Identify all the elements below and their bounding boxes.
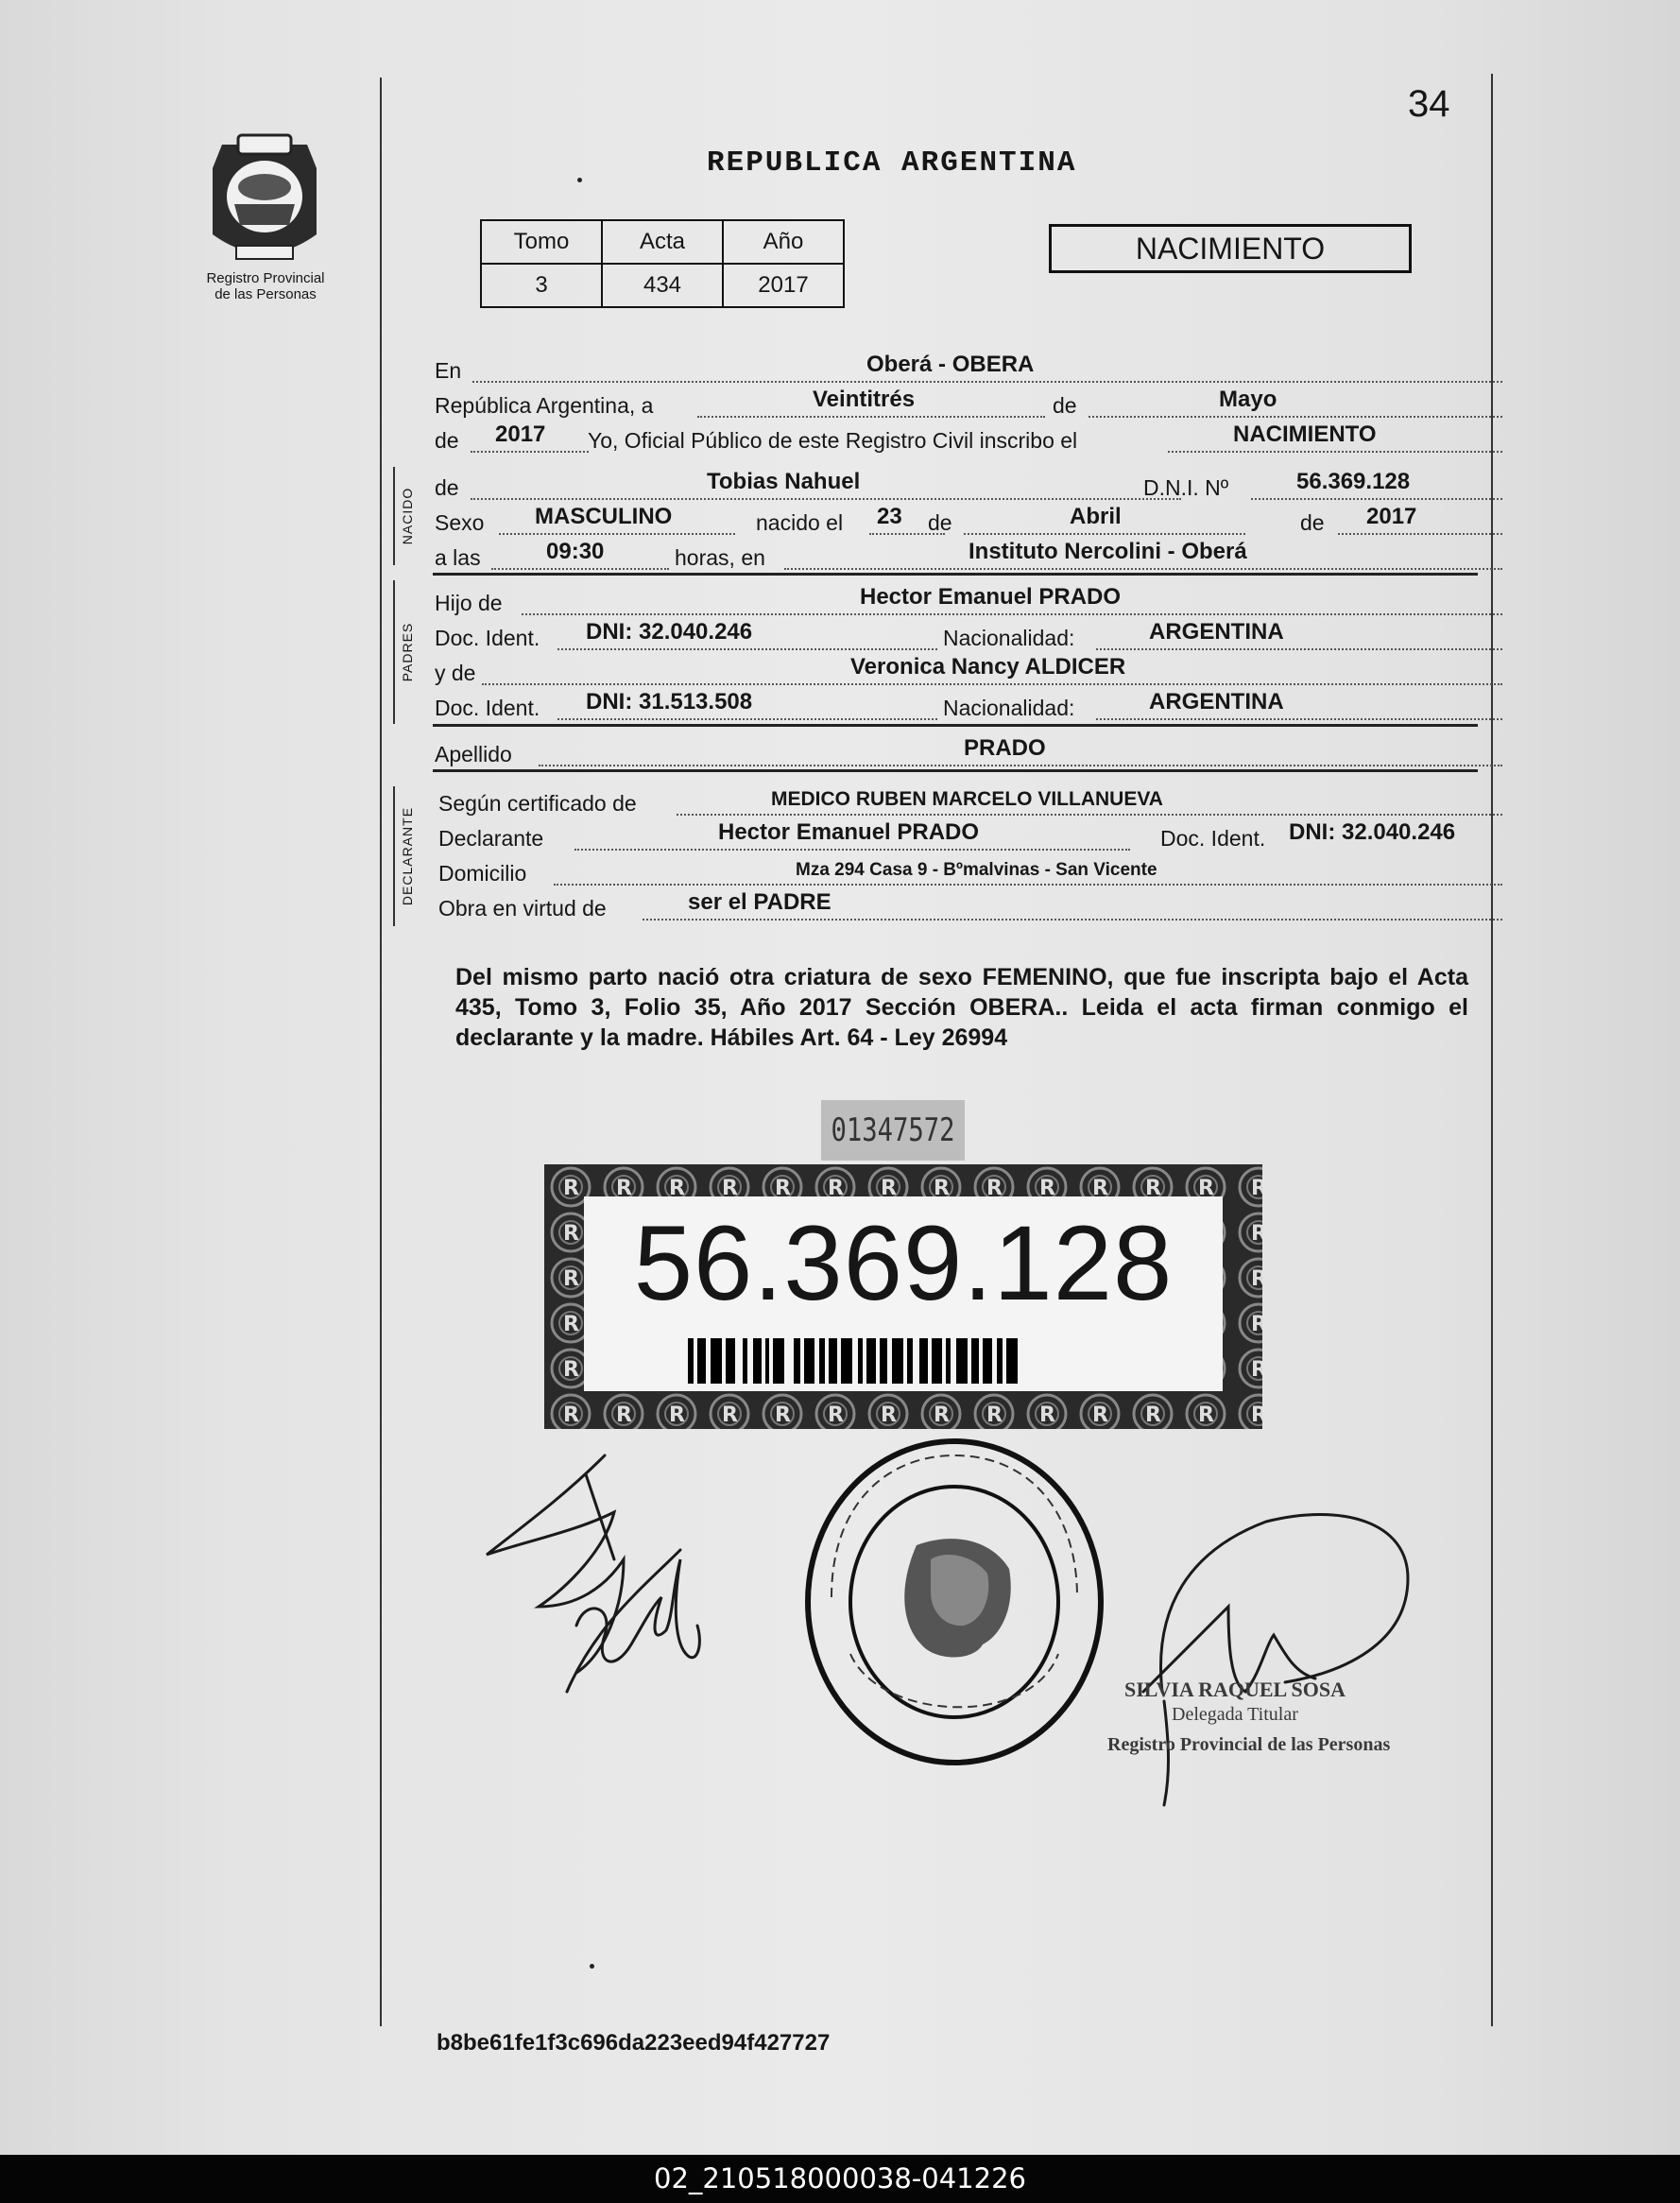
act-type-box: NACIMIENTO — [1049, 224, 1412, 273]
official-name-stamp — [1107, 1678, 1390, 1755]
sticker-number: 56.369.128 — [633, 1204, 1174, 1322]
registry-name-line1: Registro Provincial — [206, 270, 325, 286]
birth-place: Instituto Nercolini - Oberá — [969, 539, 1247, 564]
birth-month: Abril — [1070, 504, 1122, 529]
anio-header: Año — [723, 220, 844, 264]
section-label: NACIDO — [400, 487, 415, 545]
apellido-label: Apellido — [435, 742, 512, 766]
apellido-value: PRADO — [964, 735, 1046, 761]
sexo-label: Sexo — [435, 510, 485, 535]
birth-time: 09:30 — [546, 539, 605, 564]
mother-name: Veronica Nancy ALDICER — [850, 654, 1126, 680]
horas-label: horas, en — [675, 545, 765, 570]
dni-label: D.N.I. Nº — [1143, 475, 1229, 500]
decl-doc: DNI: 32.040.246 — [1289, 819, 1456, 845]
acta-header: Acta — [602, 220, 723, 264]
yo-text: Yo, Oficial Público de este Registro Civil inscribo el — [588, 428, 1078, 453]
tomo-header: Tomo — [481, 220, 602, 264]
child-name: Tobias Nahuel — [707, 469, 861, 494]
hijo-label: Hijo de — [435, 591, 503, 615]
doc-label: Doc. Ident. — [435, 696, 540, 720]
dom-label: Domicilio — [438, 861, 527, 886]
doc-label: Doc. Ident. — [1160, 826, 1266, 851]
page-title: REPUBLICA ARGENTINA — [707, 146, 1077, 180]
obra-label: Obra en virtud de — [438, 896, 607, 921]
mother-doc: DNI: 31.513.508 — [586, 689, 753, 714]
place-value: Oberá - OBERA — [866, 352, 1035, 377]
official-name: SILVIA RAQUEL SOSA — [1124, 1678, 1346, 1701]
cert-label: Según certificado de — [438, 791, 637, 816]
child-dni: 56.369.128 — [1296, 469, 1411, 494]
sexo-value: MASCULINO — [535, 504, 673, 529]
scan-filename: 02_210518000038-041226 — [0, 2155, 1680, 2203]
en-label: En — [435, 358, 462, 383]
tomo-value: 3 — [481, 264, 602, 307]
father-doc: DNI: 32.040.246 — [586, 619, 753, 645]
year-value: 2017 — [495, 422, 546, 447]
acta-value: 434 — [602, 264, 723, 307]
doc-label: Doc. Ident. — [435, 626, 540, 650]
section-label: PADRES — [400, 622, 415, 682]
official-title: Delegada Titular — [1172, 1704, 1298, 1725]
official-stamp — [808, 1441, 1101, 1763]
decl-value: Hector Emanuel PRADO — [718, 819, 980, 845]
cert-value: MEDICO RUBEN MARCELO VILLANUEVA — [771, 788, 1163, 810]
nacido-label: nacido el — [756, 510, 844, 535]
de-label: de — [928, 510, 952, 535]
yde-label: y de — [435, 661, 476, 685]
obra-value: ser el PADRE — [688, 889, 831, 915]
official-signature — [1143, 1515, 1408, 1806]
de-label: de — [1053, 393, 1077, 418]
declarant-signature — [487, 1455, 699, 1692]
birth-year: 2017 — [1366, 504, 1417, 529]
serial-number: 01347572 — [821, 1100, 965, 1161]
month-value: Mayo — [1219, 387, 1277, 412]
de-label: de — [1300, 510, 1325, 535]
de2-label: de — [435, 428, 459, 453]
page-number: 34 — [1408, 83, 1450, 125]
ink-dot — [590, 1964, 594, 1969]
a-las-label: a las — [435, 545, 481, 570]
anio-value: 2017 — [723, 264, 844, 307]
inscription-value: NACIMIENTO — [1233, 422, 1377, 447]
document-hash: b8be61fe1f3c696da223eed94f427727 — [437, 2030, 831, 2056]
father-nationality: ARGENTINA — [1149, 619, 1284, 645]
de-label: de — [435, 475, 459, 500]
nac-label: Nacionalidad: — [943, 696, 1075, 720]
republica-label: República Argentina, a — [435, 393, 654, 418]
father-name: Hector Emanuel PRADO — [860, 584, 1122, 610]
section-label: DECLARANTE — [400, 806, 415, 906]
mother-nationality: ARGENTINA — [1149, 689, 1284, 714]
official-office: Registro Provincial de las Personas — [1107, 1734, 1391, 1755]
registry-name-line2: de las Personas — [214, 286, 317, 302]
birth-note: Del mismo parto nació otra criatura de sexo FEMENINO, que fue inscripta bajo el Acta 435, Tomo 3, Folio 35, Año 2017 Sección OBERA.. Leida el acta firman conmigo el declarante y la madre. Hábiles Art. 64 - Ley 26994 — [455, 964, 1468, 1051]
dom-value: Mza 294 Casa 9 - Bºmalvinas - San Vicente — [796, 860, 1157, 880]
birth-day: 23 — [877, 504, 902, 529]
nac-label: Nacionalidad: — [943, 626, 1075, 650]
decl-label: Declarante — [438, 826, 544, 851]
day-value: Veintitrés — [813, 387, 916, 412]
